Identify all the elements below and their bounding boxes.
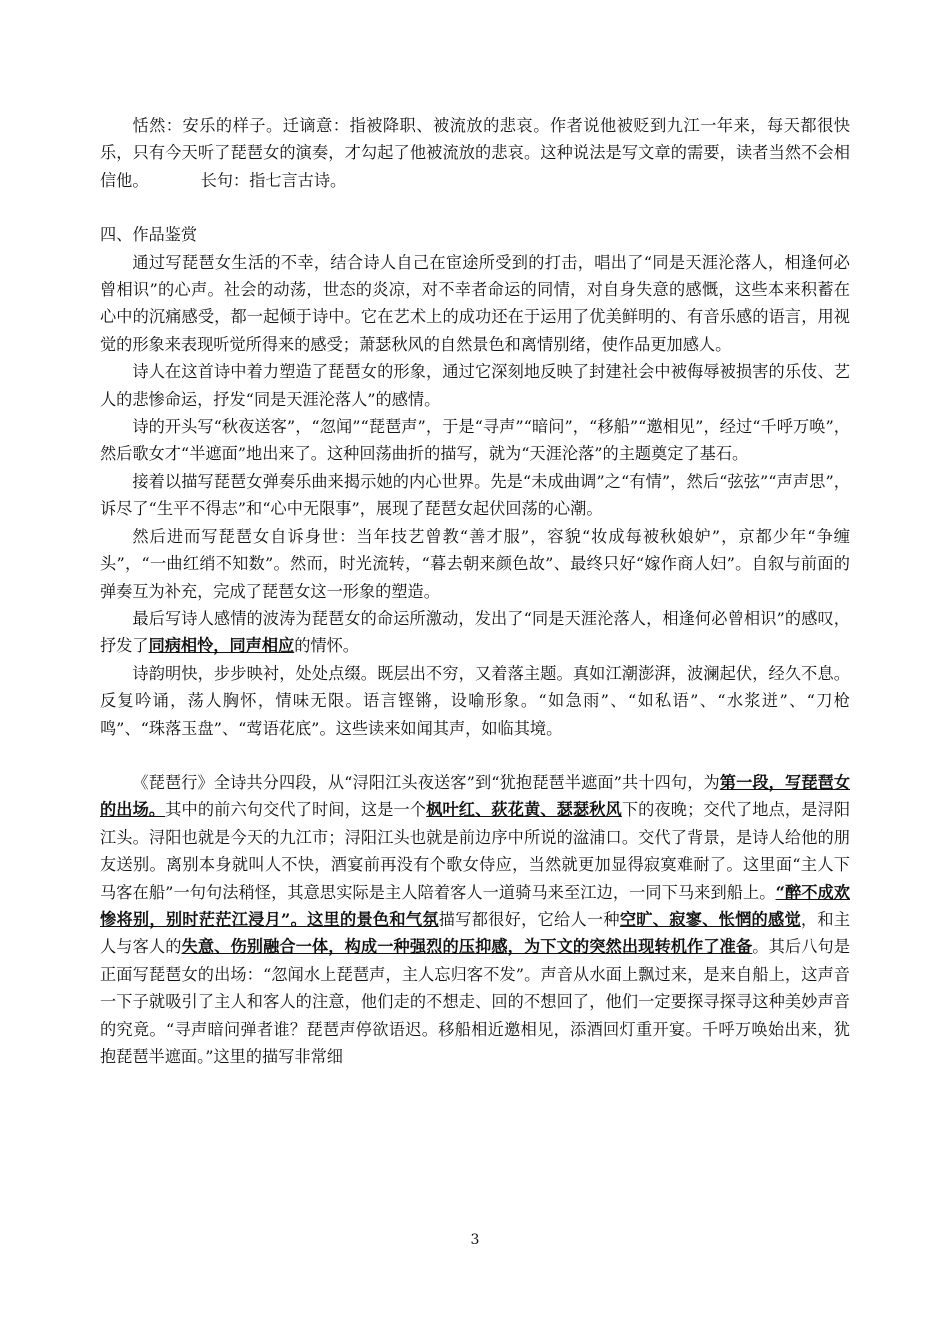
emphasis-text: 同病相怜，同声相应 xyxy=(148,636,295,656)
intro-text: 恬然：安乐的样子。迁谪意：指被降职、被流放的悲哀。作者说他被贬到九江一年来，每天都很快乐，只有今天听了琵琶女的演奏，才勾起了他被流放的悲哀。这种说法是写文章的需要，读者当然不会相信他。 xyxy=(100,116,850,190)
appreciation-paragraph-3: 诗的开头写“秋夜送客”，“忽闻”“琵琶声”，于是“寻声”“暗问”，“移船”“邀相见”，经过“千呼万唤”，然后歌女才“半遮面”地出来了。这种回荡曲折的描写，就为“天涯沦落”的主题奠定了基石。 xyxy=(100,417,850,464)
appreciation-paragraph-2: 诗人在这首诗中着力塑造了琵琶女的形象，通过它深刻地反映了封建社会中被侮辱被损害的乐伎、艺人的悲惨命运，抒发“同是天涯沦落人”的感情。 xyxy=(100,362,850,409)
intro-paragraph xyxy=(100,112,850,194)
section-heading: 四、作品鉴赏 xyxy=(100,225,198,245)
appreciation-paragraph-5: 然后进而写琵琶女自诉身世：当年技艺曾教“善才服”，容貌“妆成每被秋娘妒”，京都少年“争缠头”，“一曲红绡不知数”。然而，时光流转，“暮去朝来颜色故”、最终只好“嫁作商人妇”。自叙与前面的弹奏互为补充，完成了琵琶女这一形象的塑造。 xyxy=(100,526,850,601)
emphasis-text: “醉不成欢惨将别，别时茫茫江浸月”。这里的景色和气氛 xyxy=(100,882,850,929)
appreciation-paragraph-6: 最后写诗人感情的波涛为琵琶女的命运所激动，发出了“同是天涯沦落人，相逢何必曾相识”的感叹，抒发了同病相怜，同声相应的情怀。 xyxy=(100,608,850,656)
page-number: 3 xyxy=(470,1232,480,1248)
analysis-paragraph: 《琵琶行》全诗共分四段，从“浔阳江头夜送客”到“犹抱琵琶半遮面”共十四句，为第一段，写琵琶女的出场。其中的前六句交代了时间，这是一个枫叶红、荻花黄、瑟瑟秋风下的夜晚；交代了地点，是浔阳江头。浔阳也就是今天的九江市；浔阳江头也就是前边序中所说的湓浦口。交代了背景，是诗人给他的朋友送别。离别本身就叫人不快，酒宴前再没有个歌女侍应，当然就更加显得寂寞难耐了。这里面“主人下马客在船”一句句法稍怪，其意思实际是主人陪着客人一道骑马来至江边，一同下马来到船上。“醉不成欢惨将别，别时茫茫江浸月”。这里的景色和气氛描写都很好，它给人一种空旷、寂寥、怅惘的感觉，和主人与客人的失意、伤别融合一体，构成一种强烈的压抑感，为下文的突然出现转机作了准备。其后八句是正面写琵琶女的出场：“忽闻水上琵琶声，主人忘归客不发”。声音从水面上飘过来，是来自船上，这声音一下子就吸引了主人和客人的注意，他们走的不想走、回的不想回了，他们一定要探寻探寻这种美妙声音的究竟。“寻声暗问弹者谁？琵琶声停欲语迟。移船相近邀相见，添酒回灯重开宴。千呼万唤始出来，犹抱琵琶半遮面。”这里的描写非常细 xyxy=(100,772,851,1066)
document-page xyxy=(100,112,850,1070)
appreciation-paragraph-4: 接着以描写琵琶女弹奏乐曲来揭示她的内心世界。先是“未成曲调”之“有情”，然后“弦弦”“声声思”，诉尽了“生平不得志”和“心中无限事”，展现了琵琶女起伏回荡的心潮。 xyxy=(100,471,850,519)
emphasis-text: 失意、伤别融合一体，构成一种强烈的压抑感，为下文的突然出现转机作了准备 xyxy=(181,937,753,957)
emphasis-text: 枫叶红、荻花黄、瑟瑟秋风 xyxy=(426,800,622,820)
appreciation-paragraph-1: 通过写琵琶女生活的不幸，结合诗人自己在宦途所受到的打击，唱出了“同是天涯沦落人，相逢何必曾相识”的心声。社会的动荡，世态的炎凉，对不幸者命运的同情，对自身失意的感慨，这些本来积蓄在心中的沉痛感受，都一起倾于诗中。它在艺术上的成功还在于运用了优美鲜明的、有音乐感的语言，用视觉的形象来表现听觉所得来的感受；萧瑟秋风的自然景色和离情别绪，使作品更加感人。 xyxy=(100,252,850,354)
intro-text-long-line: 长句：指七言古诗。 xyxy=(200,170,347,190)
appreciation-paragraph-7: 诗韵明快，步步映衬，处处点缀。既层出不穷，又着落主题。真如江潮澎湃，波澜起伏，经久不息。反复吟诵，荡人胸怀，情味无限。语言铿锵，设喻形象。“如急雨”、“如私语”、“水浆迸”、“刀枪鸣”、“珠落玉盘”、“莺语花底”。这些读来如闻其声，如临其境。 xyxy=(100,663,850,738)
emphasis-text: 空旷、寂寥、怅惘的感觉 xyxy=(619,909,801,929)
emphasis-text: 第一段，写琵琶女的出场。 xyxy=(100,772,851,820)
